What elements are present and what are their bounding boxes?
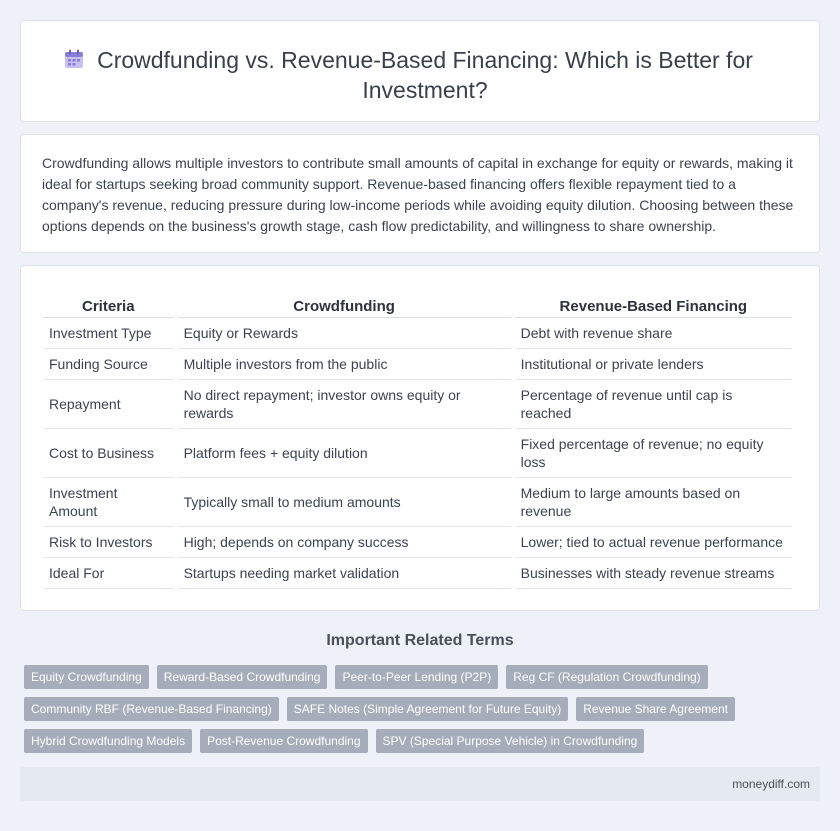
header-crowdfunding: Crowdfunding (178, 295, 511, 318)
table-cell: Repayment (43, 380, 174, 429)
comparison-table (39, 295, 796, 589)
related-terms-tags (24, 665, 804, 761)
intro-paragraph: Crowdfunding allows multiple investors to contribute small amounts of capital in exchange for equity or rewards, making it ideal for startups seeking broad community support. Revenue-based financing offers flexible repayment tied to a company's revenue, reducing pressure during low-income periods while avoiding equity dilution. Choosing between these options depends on the business's growth stage, cash flow predictability, and willingness to share ownership. (42, 155, 794, 234)
footer (20, 767, 820, 801)
tag-row (24, 665, 804, 689)
comparison-card (20, 265, 820, 611)
tag-post-revenue-crowdfunding[interactable]: Post-Revenue Crowdfunding (200, 729, 367, 753)
table-cell: Typically small to medium amounts (178, 478, 511, 527)
table-cell: Platform fees + equity dilution (178, 429, 511, 478)
table-row (43, 478, 792, 527)
tag-community-rbf[interactable]: Community RBF (Revenue-Based Financing) (24, 697, 279, 721)
related-terms-title: Important Related Terms (326, 632, 514, 649)
header-card (20, 20, 820, 122)
table-cell: Equity or Rewards (178, 318, 511, 349)
header-criteria: Criteria (43, 295, 174, 318)
tag-revenue-share-agreement[interactable]: Revenue Share Agreement (576, 697, 735, 721)
table-cell: Institutional or private lenders (515, 349, 792, 380)
tag-safe-notes[interactable]: SAFE Notes (Simple Agreement for Future Equity) (287, 697, 568, 721)
table-row (43, 558, 792, 589)
table-cell: Medium to large amounts based on revenue (515, 478, 792, 527)
intro-card (20, 134, 820, 253)
table-row (43, 380, 792, 429)
table-cell: Lower; tied to actual revenue performance (515, 527, 792, 558)
tag-hybrid-crowdfunding[interactable]: Hybrid Crowdfunding Models (24, 729, 192, 753)
table-cell: Funding Source (43, 349, 174, 380)
table-cell: Risk to Investors (43, 527, 174, 558)
table-cell: No direct repayment; investor owns equity or rewards (178, 380, 511, 429)
table-cell: Businesses with steady revenue streams (515, 558, 792, 589)
table-cell: Debt with revenue share (515, 318, 792, 349)
table-cell: Cost to Business (43, 429, 174, 478)
tag-row (24, 729, 804, 753)
tag-p2p-lending[interactable]: Peer-to-Peer Lending (P2P) (335, 665, 498, 689)
page-title: Crowdfunding vs. Revenue-Based Financing: Which is Better for Investment? (97, 47, 753, 103)
table-cell: Ideal For (43, 558, 174, 589)
table-row (43, 349, 792, 380)
table-header-row (43, 295, 792, 318)
table-row (43, 527, 792, 558)
header-rbf: Revenue-Based Financing (515, 295, 792, 318)
table-cell: Investment Type (43, 318, 174, 349)
table-row (43, 429, 792, 478)
tag-reg-cf[interactable]: Reg CF (Regulation Crowdfunding) (506, 665, 707, 689)
table-cell: Percentage of revenue until cap is reached (515, 380, 792, 429)
table-cell: Multiple investors from the public (178, 349, 511, 380)
tag-equity-crowdfunding[interactable]: Equity Crowdfunding (24, 665, 149, 689)
table-cell: Startups needing market validation (178, 558, 511, 589)
table-cell: Fixed percentage of revenue; no equity loss (515, 429, 792, 478)
tag-reward-based-crowdfunding[interactable]: Reward-Based Crowdfunding (157, 665, 328, 689)
table-cell: High; depends on company success (178, 527, 511, 558)
tag-row (24, 697, 804, 721)
footer-site[interactable]: moneydiff.com (732, 777, 810, 791)
table-row (43, 318, 792, 349)
table-cell: Investment Amount (43, 478, 174, 527)
tag-spv-crowdfunding[interactable]: SPV (Special Purpose Vehicle) in Crowdfunding (376, 729, 645, 753)
